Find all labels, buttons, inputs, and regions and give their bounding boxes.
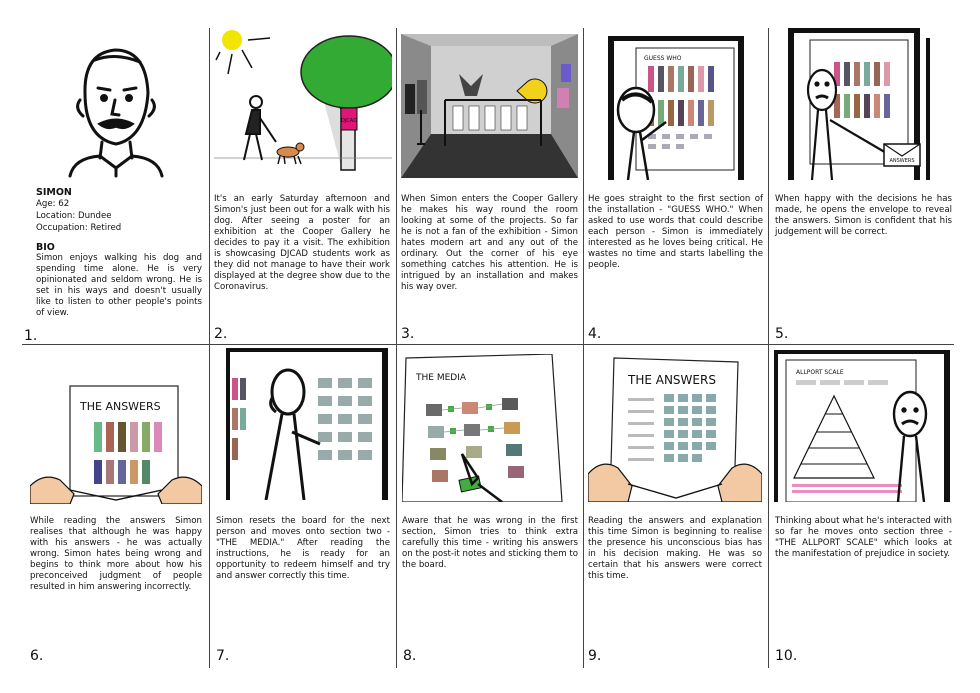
bio-name: SIMON [36, 187, 72, 198]
bio-text: Simon enjoys walking his dog and spending time alone. He is very opinionated and seldom wrong. He is set in his ways and doesn't usually like to listen to other people's points of view. [36, 253, 202, 318]
gallery-interior-icon [401, 34, 578, 178]
panel-9-number: 9. [588, 648, 602, 664]
panel-6-image [30, 374, 202, 504]
sun-icon [216, 30, 270, 74]
left-hand-icon [30, 477, 74, 504]
panel-3-number: 3. [401, 326, 415, 342]
panel-10-image [774, 350, 952, 502]
panel-7-image [226, 348, 390, 500]
panel-3-text: When Simon enters the Cooper Gallery he makes his way round the room looking at some of the projects. So far he is not a fan of the exhibition - Simon hates modern art and any out of the ordinary. Out the corner of his eye something catches his attention. He is intrigued by an installation and makes his way over. [401, 194, 578, 292]
panel-6-number: 6. [30, 648, 44, 664]
bio-occupation: Occupation: Retired [36, 223, 122, 233]
panel-4-image [588, 30, 763, 180]
panel-9-image [588, 356, 762, 502]
answers-title-9: THE ANSWERS [628, 373, 716, 387]
panel-1-image [40, 38, 190, 178]
tree-icon [301, 36, 392, 170]
panel-10-text: Thinking about what he's interacted with so far he moves onto section three - "THE ALLPORT SCALE" which looks at the manifestation of prejudice in society. [775, 516, 952, 559]
panel-1-number: 1. [24, 328, 38, 344]
divider-h1 [22, 344, 954, 345]
divider-v3 [583, 28, 584, 668]
guess-who-title: GUESS WHO [644, 55, 682, 62]
panel-8-number: 8. [403, 648, 417, 664]
divider-v2 [396, 28, 397, 668]
panel-5-text: When happy with the decisions he has made, he opens the envelope to reveal the answers. Simon is confident that his judgement will be correct. [775, 194, 952, 237]
answers-title-6: THE ANSWERS [80, 400, 161, 413]
man-walking-icon [244, 96, 276, 160]
panel-2-image [214, 30, 392, 180]
panel-6-text: While reading the answers Simon realises that although he was happy with his answers - he was actually wrong. Simon hates being wrong and begins to think more about how his preconceived judgment of people resulted in him answering incorrectly. [30, 516, 202, 592]
panel-3-image [401, 34, 578, 178]
dog-icon [277, 143, 304, 164]
poster-text: DJCAD [340, 118, 358, 124]
panel-2-number: 2. [214, 326, 228, 342]
bio-age: Age: 62 [36, 199, 70, 209]
panel-5-image [774, 28, 952, 180]
panel-9-text: Reading the answers and explanation this time Simon is beginning to realise the presence his unconscious bias has in his decision making. He was so certain that his answers were correct this time. [588, 516, 762, 581]
panel-7-text: Simon resets the board for the next person and moves onto section two - "THE MEDIA." After reading the instructions, he is ready for an opportunity to redeem himself and try and answer correctly this time. [216, 516, 390, 581]
simon-portrait-icon [40, 38, 190, 178]
bio-location: Location: Dundee [36, 211, 112, 221]
bio-block [36, 187, 204, 319]
scale-title: ALLPORT SCALE [796, 369, 844, 376]
panel-4-number: 4. [588, 326, 602, 342]
panel-2-text: It's an early Saturday afternoon and Simon's just been out for a walk with his dog. After seeing a poster for an exhibition at the Cooper Gallery he decides to pay it a visit. The exhibition is showcasing DJCAD students work as they did not manage to have their work displayed at the degree show due to the Coronavirus. [214, 194, 390, 292]
media-title: THE MEDIA [416, 373, 467, 383]
panel-8-text: Aware that he was wrong in the first section, Simon tries to think extra carefully this time - writing his answers on the post-it notes and sticking them to the board. [402, 516, 578, 570]
panel-10-number: 10. [775, 648, 798, 664]
panel-5-number: 5. [775, 326, 789, 342]
bio-heading: BIO [36, 242, 55, 253]
panel-7-number: 7. [216, 648, 230, 664]
divider-v1 [209, 28, 210, 668]
panel-4-text: He goes straight to the first section of the installation - "GUESS WHO." When asked to use words that could describe each person - Simon is immediately interested as he loves being critical. He wastes no time and starts labelling the people. [588, 194, 763, 270]
divider-v4 [768, 28, 769, 668]
answers-sign: ANSWERS [889, 158, 915, 164]
panel-8-image [402, 354, 578, 502]
